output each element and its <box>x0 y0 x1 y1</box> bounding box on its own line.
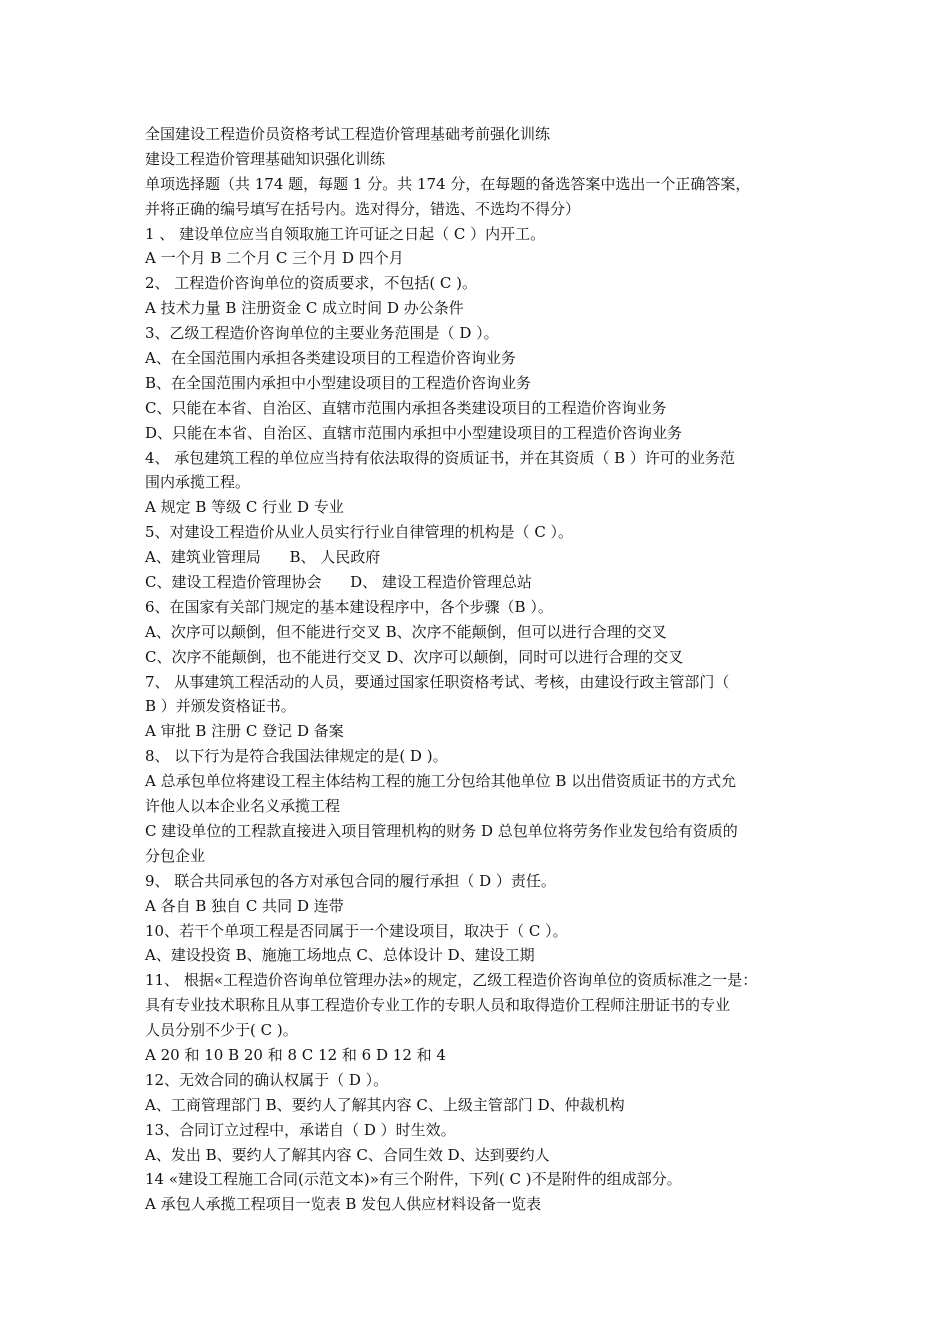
question-5: 5、对建设工程造价从业人员实行行业自律管理的机构是（ C ）。 <box>145 523 574 542</box>
question-7-cont: B ）并颁发资格证书。 <box>145 697 296 716</box>
question-2-options: A 技术力量 B 注册资金 C 成立时间 D 办公条件 <box>145 299 464 318</box>
question-9-options: A 各自 B 独自 C 共同 D 连带 <box>145 896 344 915</box>
question-12-options: A、工商管理部门 B、要约人了解其内容 C、上级主管部门 D、仲裁机构 <box>145 1095 625 1114</box>
question-9: 9、 联合共同承包的各方对承包合同的履行承担（ D ）责任。 <box>145 871 556 890</box>
document-subtitle: 建设工程造价管理基础知识强化训练 <box>145 149 386 168</box>
question-7: 7、 从事建筑工程活动的人员，要通过国家任职资格考试、考核，由建设行政主管部门（ <box>145 672 730 691</box>
question-4: 4、 承包建筑工程的单位应当持有依法取得的资质证书，并在其资质（ B ）许可的业务范 <box>145 448 735 467</box>
question-8-options-ab-cont: 许他人以本企业名义承揽工程 <box>145 797 341 816</box>
question-11-cont: 具有专业技术职称且从事工程造价专业工作的专职人员和取得造价工程师注册证书的专业 <box>145 996 731 1015</box>
question-10: 10、若干个单项工程是否同属于一个建设项目，取决于（ C ）。 <box>145 921 568 940</box>
question-10-options: A、建设投资 B、施施工场地点 C、总体设计 D、建设工期 <box>145 946 535 965</box>
question-8: 8、 以下行为是符合我国法律规定的是( D )。 <box>145 747 448 766</box>
question-3: 3、乙级工程造价咨询单位的主要业务范围是（ D ）。 <box>145 324 499 343</box>
question-5-options-cd: C、建设工程造价管理协会 D、 建设工程造价管理总站 <box>145 573 532 592</box>
question-5-options-ab: A、建筑业管理局 B、 人民政府 <box>145 548 381 567</box>
question-3-option-c: C、只能在本省、自治区、直辖市范围内承担各类建设项目的工程造价咨询业务 <box>145 398 667 417</box>
question-11: 11、 根据«工程造价咨询单位管理办法»的规定，乙级工程造价咨询单位的资质标准之一是： <box>145 971 758 990</box>
question-14-options: A 承包人承揽工程项目一览表 B 发包人供应材料设备一览表 <box>145 1195 542 1214</box>
document-title: 全国建设工程造价员资格考试工程造价管理基础考前强化训练 <box>145 125 551 143</box>
question-6: 6、在国家有关部门规定的基本建设程序中，各个步骤（B ）。 <box>145 597 553 616</box>
question-13: 13、合同订立过程中，承诺自（ D ）时生效。 <box>145 1120 456 1139</box>
question-3-option-a: A、在全国范围内承担各类建设项目的工程造价咨询业务 <box>145 349 516 368</box>
question-2: 2、 工程造价咨询单位的资质要求，不包括( C )。 <box>145 274 478 293</box>
question-14: 14 «建设工程施工合同(示范文本)»有三个附件，下列( C )不是附件的组成部分。 <box>145 1170 682 1189</box>
question-4-cont: 围内承揽工程。 <box>145 473 251 492</box>
question-3-option-b: B、在全国范围内承担中小型建设项目的工程造价咨询业务 <box>145 373 532 392</box>
question-7-options: A 审批 B 注册 C 登记 D 备案 <box>145 722 344 741</box>
question-6-options-cd: C、次序不能颠倒，也不能进行交叉 D、次序可以颠倒，同时可以进行合理的交叉 <box>145 647 684 666</box>
question-1: 1 、 建设单位应当自领取施工许可证之日起（ C ）内开工。 <box>145 224 546 243</box>
document-body <box>145 122 815 1217</box>
question-11-cont-2: 人员分别不少于( C )。 <box>145 1021 298 1040</box>
section-instructions: 单项选择题（共 174 题，每题 1 分。共 174 分，在每题的备选答案中选出一个正确答案， <box>145 174 751 193</box>
question-13-options: A、发出 B、要约人了解其内容 C、合同生效 D、达到要约人 <box>145 1145 550 1164</box>
question-1-options: A 一个月 B 二个月 C 三个月 D 四个月 <box>145 249 404 268</box>
question-6-options-ab: A、次序可以颠倒，但不能进行交叉 B、次序不能颠倒，但可以进行合理的交叉 <box>145 622 667 641</box>
question-12: 12、无效合同的确认权属于（ D ）。 <box>145 1070 389 1089</box>
question-11-options: A 20 和 10 B 20 和 8 C 12 和 6 D 12 和 4 <box>145 1045 446 1064</box>
section-instructions-cont: 并将正确的编号填写在括号内。选对得分，错选、不选均不得分） <box>145 199 581 218</box>
question-8-options-ab: A 总承包单位将建设工程主体结构工程的施工分包给其他单位 B 以出借资质证书的方式允 <box>145 772 737 791</box>
question-8-options-cd: C 建设单位的工程款直接进入项目管理机构的财务 D 总包单位将劳务作业发包给有资质的 <box>145 821 738 840</box>
question-4-options: A 规定 B 等级 C 行业 D 专业 <box>145 498 344 517</box>
question-3-option-d: D、只能在本省、自治区、直辖市范围内承担中小型建设项目的工程造价咨询业务 <box>145 423 683 442</box>
question-8-options-cd-cont: 分包企业 <box>145 846 206 865</box>
